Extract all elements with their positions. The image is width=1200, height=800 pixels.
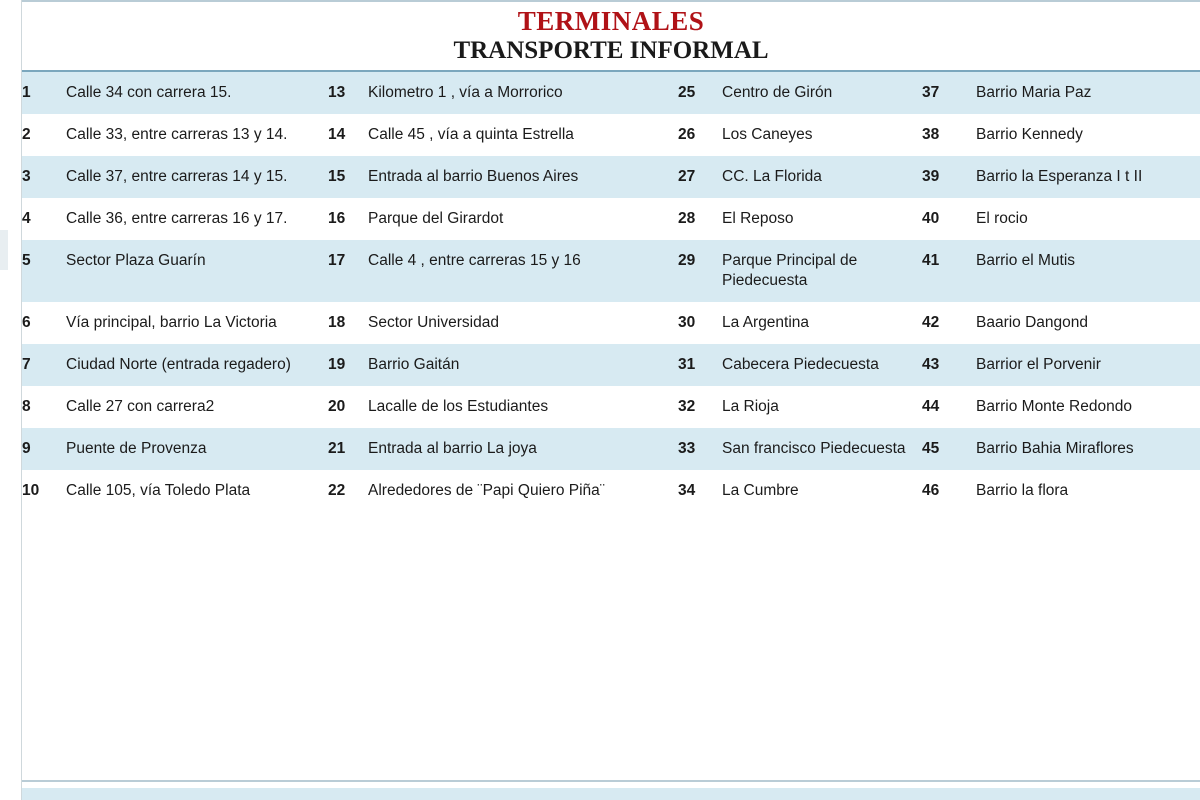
terminal-name: Puente de Provenza	[66, 428, 328, 470]
terminal-number: 38	[922, 114, 976, 156]
terminals-table	[22, 72, 1200, 512]
terminal-name: Los Caneyes	[722, 114, 922, 156]
terminal-number: 17	[328, 240, 368, 302]
terminal-name: Barrio la Esperanza I t II	[976, 156, 1200, 198]
terminal-name: CC. La Florida	[722, 156, 922, 198]
terminal-name: Calle 37, entre carreras 14 y 15.	[66, 156, 328, 198]
terminal-number: 6	[22, 302, 66, 344]
terminal-name: Calle 105, vía Toledo Plata	[66, 470, 328, 512]
terminal-name: Alrededores de ¨Papi Quiero Piña¨	[368, 470, 678, 512]
terminal-name: Sector Universidad	[368, 302, 678, 344]
table-row	[22, 198, 1200, 240]
document-header	[22, 2, 1200, 68]
terminal-number: 27	[678, 156, 722, 198]
terminal-number: 3	[22, 156, 66, 198]
terminal-name: Entrada al barrio La joya	[368, 428, 678, 470]
terminal-name: Sector Plaza Guarín	[66, 240, 328, 302]
terminal-number: 39	[922, 156, 976, 198]
terminal-number: 19	[328, 344, 368, 386]
terminal-number: 21	[328, 428, 368, 470]
terminal-number: 5	[22, 240, 66, 302]
terminal-name: Vía principal, barrio La Victoria	[66, 302, 328, 344]
terminal-name: La Cumbre	[722, 470, 922, 512]
table-bottom-rule	[22, 780, 1200, 782]
table-next-row-partial	[22, 788, 1200, 800]
terminal-number: 4	[22, 198, 66, 240]
terminal-number: 42	[922, 302, 976, 344]
page-edge-mark	[0, 230, 8, 270]
terminal-name: El Reposo	[722, 198, 922, 240]
terminal-name: La Rioja	[722, 386, 922, 428]
terminal-number: 15	[328, 156, 368, 198]
terminal-name: Barrior el Porvenir	[976, 344, 1200, 386]
terminal-number: 14	[328, 114, 368, 156]
terminal-name: Barrio la flora	[976, 470, 1200, 512]
table-row	[22, 386, 1200, 428]
terminal-name: Calle 4 , entre carreras 15 y 16	[368, 240, 678, 302]
table-row	[22, 156, 1200, 198]
page-title: TERMINALES	[517, 6, 705, 36]
terminal-name: Kilometro 1 , vía a Morrorico	[368, 72, 678, 114]
terminal-number: 32	[678, 386, 722, 428]
page-subtitle: TRANSPORTE INFORMAL	[453, 37, 769, 64]
terminal-number: 7	[22, 344, 66, 386]
terminal-name: Calle 33, entre carreras 13 y 14.	[66, 114, 328, 156]
terminal-name: Entrada al barrio Buenos Aires	[368, 156, 678, 198]
terminal-number: 8	[22, 386, 66, 428]
table-row	[22, 470, 1200, 512]
terminal-name: Barrio Bahia Miraflores	[976, 428, 1200, 470]
terminal-number: 43	[922, 344, 976, 386]
terminal-name: Centro de Girón	[722, 72, 922, 114]
terminal-number: 44	[922, 386, 976, 428]
terminal-name: Cabecera Piedecuesta	[722, 344, 922, 386]
terminal-number: 34	[678, 470, 722, 512]
terminal-number: 40	[922, 198, 976, 240]
terminal-number: 37	[922, 72, 976, 114]
terminal-name: Barrio Monte Redondo	[976, 386, 1200, 428]
terminal-number: 2	[22, 114, 66, 156]
left-margin	[0, 0, 22, 800]
terminal-number: 46	[922, 470, 976, 512]
terminal-number: 45	[922, 428, 976, 470]
terminal-number: 16	[328, 198, 368, 240]
terminal-number: 22	[328, 470, 368, 512]
terminal-number: 25	[678, 72, 722, 114]
terminal-name: Parque del Girardot	[368, 198, 678, 240]
terminal-number: 28	[678, 198, 722, 240]
terminal-name: Calle 45 , vía a quinta Estrella	[368, 114, 678, 156]
table-row	[22, 344, 1200, 386]
terminal-number: 9	[22, 428, 66, 470]
terminal-name: Ciudad Norte (entrada regadero)	[66, 344, 328, 386]
terminal-name: Parque Principal de Piedecuesta	[722, 240, 922, 302]
terminal-name: Baario Dangond	[976, 302, 1200, 344]
table-row	[22, 302, 1200, 344]
terminal-number: 20	[328, 386, 368, 428]
terminal-number: 1	[22, 72, 66, 114]
terminal-number: 18	[328, 302, 368, 344]
terminal-name: Lacalle de los Estudiantes	[368, 386, 678, 428]
table-row	[22, 72, 1200, 114]
terminal-name: Barrio el Mutis	[976, 240, 1200, 302]
terminal-name: La Argentina	[722, 302, 922, 344]
table-row	[22, 114, 1200, 156]
terminal-name: El rocio	[976, 198, 1200, 240]
terminal-name: Barrio Kennedy	[976, 114, 1200, 156]
terminal-number: 30	[678, 302, 722, 344]
terminal-number: 33	[678, 428, 722, 470]
terminal-number: 10	[22, 470, 66, 512]
terminal-name: Calle 27 con carrera2	[66, 386, 328, 428]
terminal-number: 26	[678, 114, 722, 156]
terminal-name: San francisco Piedecuesta	[722, 428, 922, 470]
terminal-number: 31	[678, 344, 722, 386]
terminal-name: Calle 34 con carrera 15.	[66, 72, 328, 114]
terminal-name: Barrio Gaitán	[368, 344, 678, 386]
terminal-number: 41	[922, 240, 976, 302]
terminal-name: Calle 36, entre carreras 16 y 17.	[66, 198, 328, 240]
terminal-name: Barrio Maria Paz	[976, 72, 1200, 114]
table-row	[22, 240, 1200, 302]
terminal-number: 29	[678, 240, 722, 302]
table-row	[22, 428, 1200, 470]
terminal-number: 13	[328, 72, 368, 114]
